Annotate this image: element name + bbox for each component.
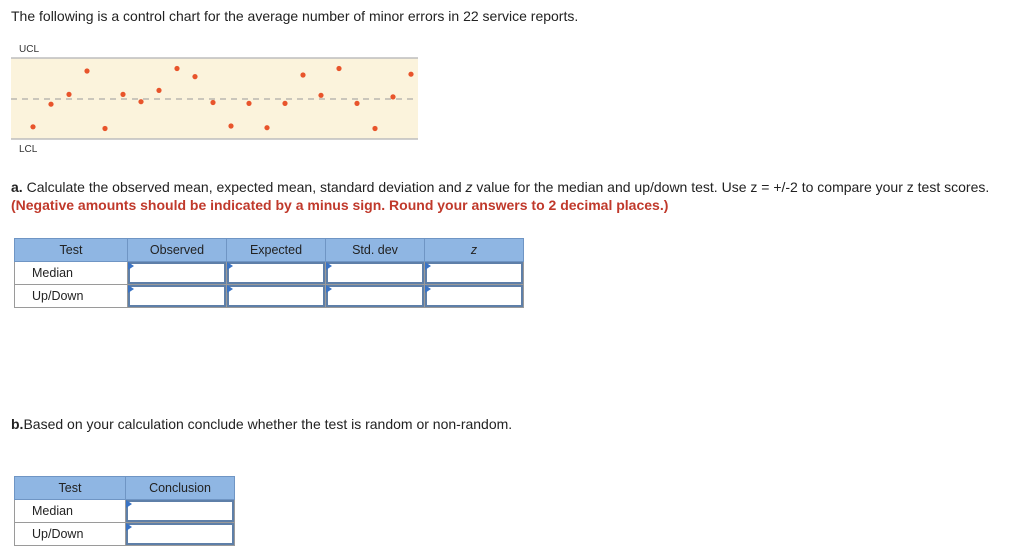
input-flag-icon — [126, 500, 132, 508]
header-observed: Observed — [128, 239, 227, 262]
data-point-11 — [210, 100, 215, 105]
median-conclusion-cell — [126, 500, 235, 523]
data-point-1 — [30, 124, 35, 129]
header-expected: Expected — [227, 239, 326, 262]
input-flag-icon — [326, 262, 332, 270]
data-point-16 — [300, 72, 305, 77]
table-row — [15, 262, 524, 285]
header-test: Test — [15, 477, 126, 500]
input-flag-icon — [227, 285, 233, 293]
updown-observed-cell — [128, 285, 227, 308]
updown-expected-cell — [227, 285, 326, 308]
part-a-text1: Calculate the observed mean, expected mean, standard deviation and — [26, 179, 462, 195]
part-b-letter: b. — [11, 416, 24, 432]
header-test: Test — [15, 239, 128, 262]
updown-z-input[interactable] — [425, 285, 523, 307]
updown-conclusion-cell — [126, 523, 235, 546]
table-b-header — [15, 477, 235, 500]
table-a-header — [15, 239, 524, 262]
intro-text: The following is a control chart for the average number of minor errors in 22 service reports. — [11, 8, 579, 24]
input-flag-icon — [425, 262, 431, 270]
row-label-median: Median — [15, 262, 128, 285]
data-point-22 — [408, 72, 413, 77]
updown-stddev-cell — [326, 285, 425, 308]
input-flag-icon — [126, 523, 132, 531]
data-point-20 — [372, 126, 377, 131]
part-b-text: Based on your calculation conclude whether the test is random or non-random. — [23, 416, 513, 432]
ucl-label: UCL — [19, 44, 40, 55]
row-label-median: Median — [15, 500, 126, 523]
median-expected-input[interactable] — [227, 262, 325, 284]
data-point-12 — [228, 123, 233, 128]
data-point-14 — [264, 125, 269, 130]
row-label-updown: Up/Down — [15, 285, 128, 308]
data-point-2 — [48, 102, 53, 107]
lcl-label: LCL — [19, 144, 38, 155]
updown-observed-input[interactable] — [128, 285, 226, 307]
data-point-7 — [138, 99, 143, 104]
median-stddev-input[interactable] — [326, 262, 424, 284]
part-a-instructions — [11, 178, 1011, 214]
header-conclusion: Conclusion — [126, 477, 235, 500]
table-a — [14, 238, 524, 308]
input-flag-icon — [128, 262, 134, 270]
data-point-3 — [66, 92, 71, 97]
header-std-dev: Std. dev — [326, 239, 425, 262]
updown-expected-input[interactable] — [227, 285, 325, 307]
data-point-4 — [84, 68, 89, 73]
data-point-10 — [192, 74, 197, 79]
median-conclusion-input[interactable] — [126, 500, 234, 522]
part-a-text2: value for the median and up/down test. Use z = +/-2 to compare your z test scores. — [476, 179, 990, 195]
updown-conclusion-input[interactable] — [126, 523, 234, 545]
input-flag-icon — [227, 262, 233, 270]
updown-stddev-input[interactable] — [326, 285, 424, 307]
header-z: z — [425, 239, 524, 262]
input-flag-icon — [326, 285, 332, 293]
part-a-z: z — [465, 179, 473, 195]
part-a-letter: a. — [11, 179, 23, 195]
row-label-updown: Up/Down — [15, 523, 126, 546]
data-point-13 — [246, 101, 251, 106]
data-point-5 — [102, 126, 107, 131]
updown-z-cell — [425, 285, 524, 308]
control-chart — [11, 40, 421, 160]
data-point-21 — [390, 94, 395, 99]
data-point-15 — [282, 101, 287, 106]
median-observed-input[interactable] — [128, 262, 226, 284]
table-row — [15, 500, 235, 523]
table-b — [14, 476, 235, 546]
data-point-9 — [174, 66, 179, 71]
median-expected-cell — [227, 262, 326, 285]
data-point-17 — [318, 93, 323, 98]
part-b-instructions — [11, 416, 512, 432]
data-point-6 — [120, 92, 125, 97]
median-z-input[interactable] — [425, 262, 523, 284]
table-row — [15, 523, 235, 546]
median-stddev-cell — [326, 262, 425, 285]
data-point-18 — [336, 66, 341, 71]
control-chart-plot — [11, 40, 421, 160]
median-z-cell — [425, 262, 524, 285]
median-observed-cell — [128, 262, 227, 285]
input-flag-icon — [128, 285, 134, 293]
part-a-warning: (Negative amounts should be indicated by a minus sign. Round your answers to 2 decimal places.) — [11, 197, 669, 213]
input-flag-icon — [425, 285, 431, 293]
table-row — [15, 285, 524, 308]
data-point-8 — [156, 88, 161, 93]
data-point-19 — [354, 101, 359, 106]
